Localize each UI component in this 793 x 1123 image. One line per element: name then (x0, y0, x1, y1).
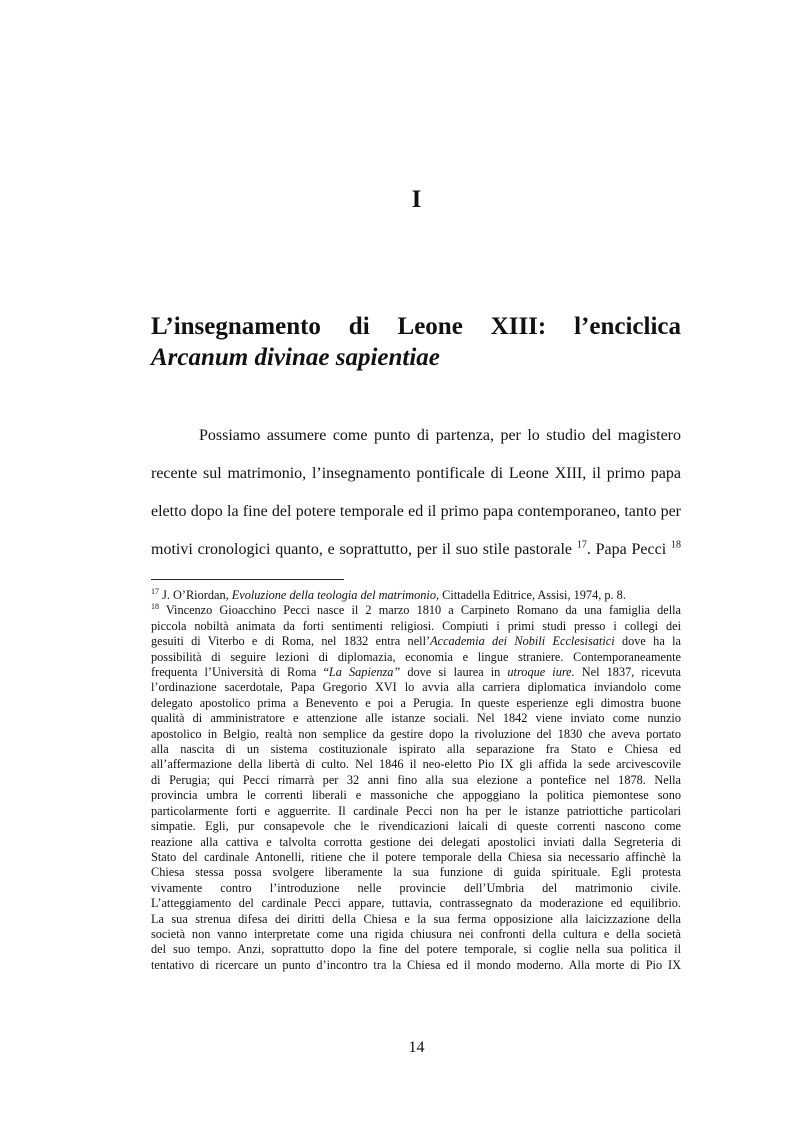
footnote-18-line: provincia umbra le correnti liberali e massoniche che appoggiano la politica piemontese sono (151, 788, 681, 803)
chapter-number: I (411, 186, 422, 213)
title-word: di (348, 313, 370, 340)
chapter-title (151, 311, 681, 373)
footnote-ref-17[interactable]: 17 (576, 539, 587, 551)
footnote-18-line: tentativo di ricercare un punto d’incontro tra la Chiesa ed il mondo moderno. Alla morte di Pio IX (151, 957, 681, 972)
footnote-text: dove si laurea in (400, 665, 508, 680)
footnote-italic: La Sapienza” (328, 665, 401, 680)
footnote-18-line (151, 665, 681, 680)
footnote-italic: utroque iure. (507, 665, 575, 680)
body-line-text: . Papa Pecci (586, 541, 671, 558)
footnote-18-line: piccola nobiltà animata da forti sentimenti religiosi. Compiuti i primi studi presso i collegi dei (151, 618, 681, 633)
title-word: L’insegnamento (151, 313, 321, 340)
title-word: XIII: (490, 313, 547, 340)
body-line: eletto dopo la fine del potere temporale ed il primo papa contemporaneo, tanto per (151, 503, 681, 520)
footnote-divider (151, 579, 344, 580)
footnote-18-line: L’atteggiamento del cardinale Pecci appare, tuttavia, contrassegnato da moderazione ed equilibrio. (151, 896, 681, 911)
footnote-18-line: società non vanno interpretate come una rigida chiusura nei confronti della cultura e della società (151, 926, 681, 941)
body-line: recente sul matrimonio, l’insegnamento pontificale di Leone XIII, il primo papa (151, 465, 681, 482)
footnotes (151, 588, 681, 973)
body-line (151, 531, 681, 569)
page-number: 14 (408, 1039, 425, 1056)
footnote-18-line: qualità di amministratore e attenzione alle istanze sociali. Nel 1842 viene inviato come nunzio (151, 711, 681, 726)
body-line: Possiamo assumere come punto di partenza, per lo studio del magistero (199, 427, 681, 444)
footnote-18-line: vivamente contro l’introduzione nelle provincie dell’Umbria del matrimonio civile. (151, 880, 681, 895)
footnote-18-line: di Perugia; qui Pecci rimarrà per 32 anni fino alla sua elezione a pontefice nel 1878. Nella (151, 772, 681, 787)
footnote-18-line: Chiesa stessa possa svolgere liberamente la sua funzione di guida spirituale. Egli protesta (151, 865, 681, 880)
footnote-17 (151, 588, 681, 603)
footnote-18-line: particolarmente forti e agguerrite. Il cardinale Pecci non ha per le istanze patriottiche particolari (151, 803, 681, 818)
title-word: l’enciclica (574, 313, 681, 340)
footnote-number: 18 (151, 603, 159, 612)
footnote-18-line: delegato apostolico prima a Benevento e poi a Perugia. In queste esperienze egli dimostra buone (151, 695, 681, 710)
footnote-text: J. O’Riordan, (159, 588, 232, 602)
chapter-title-line2: Arcanum divinae sapientiae (151, 344, 440, 371)
title-word: Leone (397, 313, 463, 340)
body-line-text: motivi cronologici quanto, e soprattutto, per il suo stile pastorale (151, 541, 577, 558)
footnote-18-line: alla nascita di un sistema costituzionale ispirato alla separazione fra Stato e Chiesa ed (151, 742, 681, 757)
footnote-18-line: l’ordinazione sacerdotale, Papa Gregorio XVI lo avvia alla carriera diplomatica inviandolo come (151, 680, 681, 695)
footnote-text: Vincenzo Gioacchino Pecci nasce il 2 marzo 1810 a Carpineto Romano da una famiglia della (159, 603, 681, 618)
footnote-text: gesuiti di Viterbo e di Roma, nel 1832 entra nell’ (151, 634, 431, 649)
footnote-18-line: all’affermazione della libertà di culto. Nel 1846 il neo-eletto Pio IX gli affida la sede arcivescovile (151, 757, 681, 772)
footnote-text: frequenta l’Università di Roma “ (151, 665, 329, 680)
body-paragraph (151, 417, 681, 569)
footnote-text: Cittadella Editrice, Assisi, 1974, p. 8. (439, 588, 626, 602)
footnote-italic: Accademia dei Nobili Ecclesisatici (430, 634, 615, 649)
footnote-book-title: Evoluzione della teologia del matrimonio, (231, 588, 440, 602)
footnote-text: Nel 1837, ricevuta (574, 665, 681, 680)
footnote-18-line: del suo tempo. Anzi, soprattutto dopo la fine del potere temporale, si coglie nella sua politica il (151, 942, 681, 957)
footnote-18-line: reazione alla cattiva e talvolta corrotta gestione dei delegati apostolici inviati dalla Segreteria di (151, 834, 681, 849)
footnote-number: 17 (151, 588, 159, 596)
chapter-title-line1 (151, 311, 681, 342)
footnote-18-line: Stato del cardinale Antonelli, ritiene che il potere temporale della Chiesa sia necessario affinchè la (151, 849, 681, 864)
footnote-text: dove ha la (614, 634, 681, 649)
footnote-ref-18[interactable]: 18 (671, 539, 681, 551)
footnote-18-line: simpatie. Egli, pur consapevole che le rivendicazioni laicali di queste correnti nascono come (151, 819, 681, 834)
footnote-18-line (151, 634, 681, 649)
footnote-18-line: La sua strenua difesa dei diritti della Chiesa e la sua ferma opposizione alla laicizzazione della (151, 911, 681, 926)
footnote-18-line: possibilità di seguire lezioni di diplomazia, economia e lingue straniere. Contemporaneamente (151, 649, 681, 664)
footnote-18-line (151, 603, 681, 618)
footnote-18-line: apostolico in Belgio, realtà non semplice da gestire dopo la rivoluzione del 1830 che aveva portato (151, 726, 681, 741)
